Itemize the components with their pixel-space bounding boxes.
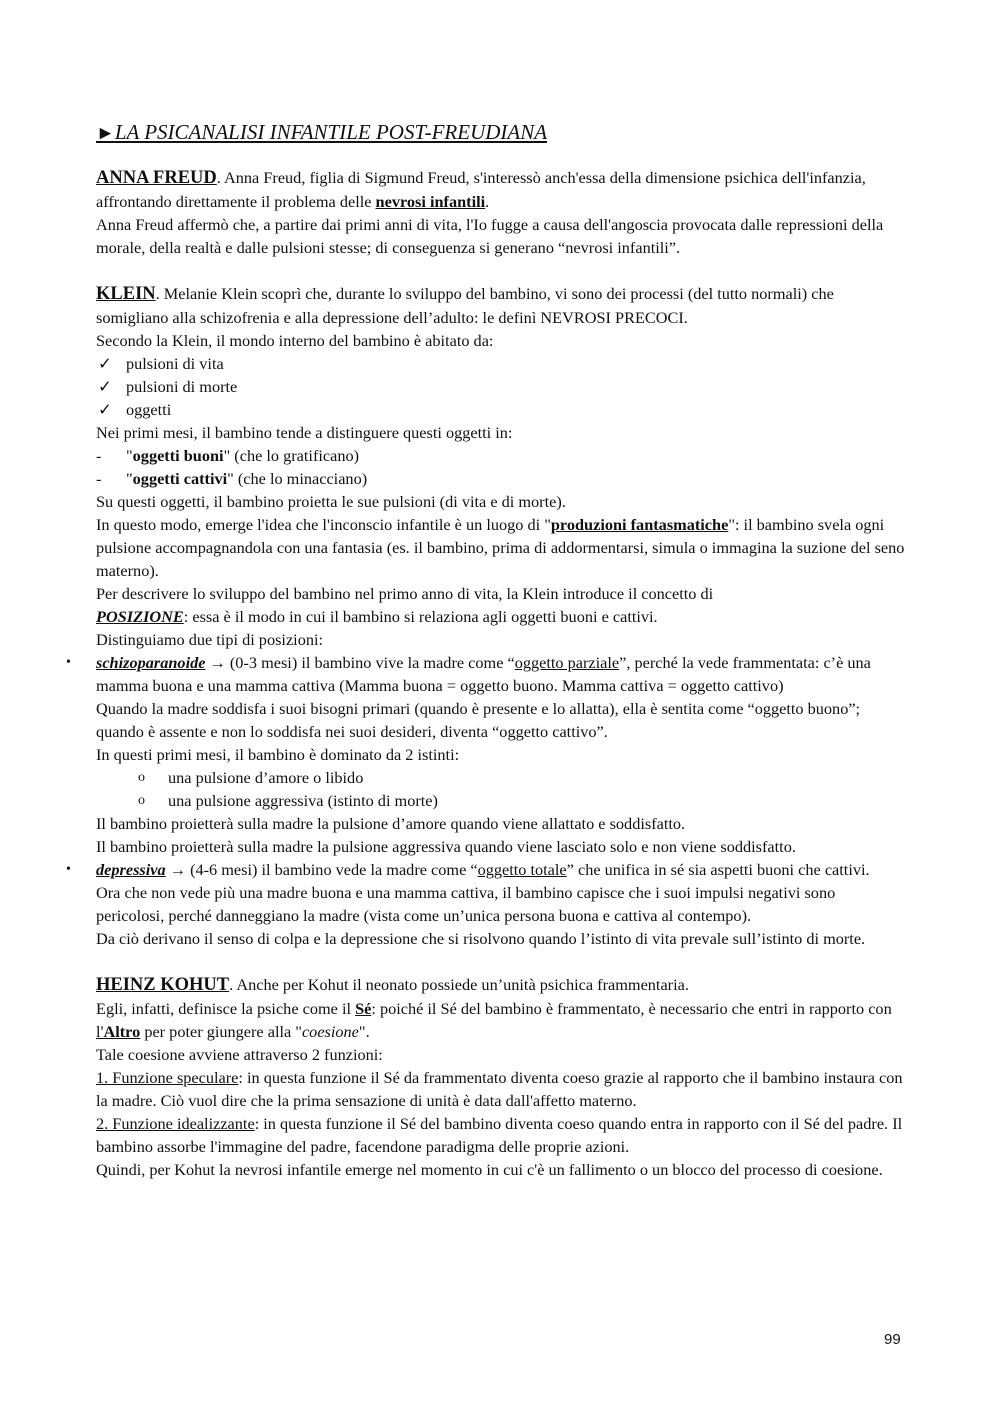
title-text: LA PSICANALISI INFANTILE POST-FREUDIANA <box>114 120 548 144</box>
circle-bullet-icon: o <box>138 770 145 785</box>
list-item: ✓ pulsioni di morte <box>98 377 238 396</box>
check-icon: ✓ <box>98 354 112 373</box>
key-term: produzioni fantasmatiche <box>550 515 729 534</box>
section-anna-freud <box>96 166 906 259</box>
key-term: POSIZIONE <box>96 607 184 626</box>
paragraph: Secondo la Klein, il mondo interno del bambino è abitato da: <box>96 331 494 350</box>
paragraph: KLEIN. Melanie Klein scoprì che, durante lo sviluppo del bambino, vi sono dei processi (del tutto normali) che somigliano alla schizofrenia e alla depressione dell’adulto: le definì NEVROSI PRECOCI. <box>96 284 834 327</box>
list-item: - "oggetti cattivi" (che lo minacciano) <box>96 469 368 488</box>
paragraph: Tale coesione avviene attraverso 2 funzioni: <box>96 1045 383 1064</box>
paragraph: 2. Funzione idealizzante: in questa funzione il Sé del bambino diventa coeso quando entra in rapporto con il Sé del padre. Il bambino assorbe l'immagine del padre, facendone paradigma delle proprie azioni. <box>96 1114 903 1156</box>
paragraph: Quindi, per Kohut la nevrosi infantile emerge nel momento in cui c'è un fallimento o un blocco del processo di coesione. <box>96 1160 883 1179</box>
check-icon: ✓ <box>98 377 112 396</box>
section-heading: KLEIN <box>96 284 156 304</box>
paragraph: 1. Funzione speculare: in questa funzione il Sé da frammentato diventa coeso grazie al rapporto che il bambino instaura con la madre. Ciò vuol dire che la prima sensazione di unità è data dall'affetto materno. <box>96 1068 903 1110</box>
section-heading: ANNA FREUD <box>96 168 217 188</box>
list-item: • schizoparanoide → (0-3 mesi) il bambino vive la madre come “oggetto parziale”, perché la vede frammentata: c’è una mamma buona e una mamma cattiva (Mamma buona = oggetto buono. Mamma cattiva = oggetto cattivo) Quando la madre soddisfa i suoi bisogni primari (quando è presente e lo allatta), ella è sentita come “oggetto buono”; quando è assente e non lo soddisfa nei suoi desideri, diventa “oggetto cattivo”. In questi primi mesi, il bambino è dominato da 2 istinti: o una pulsione d’amore o libido o una pulsione aggressiva (istinto di morte) Il bambino proietterà sulla madre la pulsione d’amore quando viene allattato e soddisfatto. Il bambino proietterà sulla madre la pulsione aggressiva quando viene lasciato solo e non viene soddisfatto. <box>96 651 906 858</box>
dash-icon: - <box>96 469 102 488</box>
paragraph: POSIZIONE: essa è il modo in cui il bambino si relaziona agli oggetti buoni e cattivi. <box>96 607 658 626</box>
list-item: o una pulsione aggressiva (istinto di morte) <box>138 791 438 810</box>
list-item: o una pulsione d’amore o libido <box>138 768 364 787</box>
section-kohut <box>96 973 906 1181</box>
page-title <box>96 118 906 148</box>
key-term: nevrosi infantili <box>375 192 486 211</box>
list-item: - "oggetti buoni" (che lo gratificano) <box>96 446 360 465</box>
paragraph: Nei primi mesi, il bambino tende a distinguere questi oggetti in: <box>96 423 513 442</box>
list-item: ✓ oggetti <box>98 400 172 419</box>
bullet-icon: • <box>66 862 71 877</box>
paragraph: ANNA FREUD. Anna Freud, figlia di Sigmund Freud, s'interessò anch'essa della dimensione psichica dell'infanzia, affrontando direttamente il problema delle nevrosi infantili. <box>96 168 866 211</box>
section-heading: HEINZ KOHUT <box>96 975 230 995</box>
dash-icon: - <box>96 446 102 465</box>
key-term: depressiva <box>96 860 166 879</box>
key-term: schizoparanoide <box>96 653 206 672</box>
bullet-icon: • <box>66 655 71 670</box>
paragraph: Su questi oggetti, il bambino proietta le sue pulsioni (di vita e di morte). <box>96 492 566 511</box>
paragraph: Anna Freud affermò che, a partire dai primi anni di vita, l'Io fugge a causa dell'angoscia provocata dalle repressioni della morale, della realtà e dalle pulsioni stesse; di conseguenza si generano “nevrosi infantili”. <box>96 215 884 257</box>
paragraph: In questo modo, emerge l'idea che l'inconscio infantile è un luogo di "produzioni fantasmatiche": il bambino svela ogni pulsione accompagnandola con una fantasia (es. il bambino, prima di addormentarsi, simula o immagina la suzione del seno materno). <box>96 515 905 580</box>
circle-bullet-icon: o <box>138 793 145 808</box>
paragraph: Distinguiamo due tipi di posizioni: <box>96 630 324 649</box>
paragraph: Egli, infatti, definisce la psiche come il Sé: poiché il Sé del bambino è frammentato, è necessario che entri in rapporto con l'Altro per poter giungere alla "coesione". <box>96 999 892 1041</box>
list-item: ✓ pulsioni di vita <box>98 354 224 373</box>
page-content <box>66 118 906 1181</box>
paragraph: Per descrivere lo sviluppo del bambino nel primo anno di vita, la Klein introduce il concetto di <box>96 584 714 603</box>
paragraph: HEINZ KOHUT. Anche per Kohut il neonato possiede un’unità psichica frammentaria. <box>96 975 689 995</box>
triangle-icon: ► <box>96 123 115 144</box>
check-icon: ✓ <box>98 400 112 419</box>
section-klein <box>66 282 906 950</box>
list-item: • depressiva → (4-6 mesi) il bambino vede la madre come “oggetto totale” che unifica in sé sia aspetti buoni che cattivi. Ora che non vede più una madre buona e una mamma cattiva, il bambino capisce che i suoi impulsi negativi sono pericolosi, perché danneggiano la madre (vista come un’unica persona buona e cattiva al contempo). Da ciò derivano il senso di colpa e la depressione che si risolvono quando l’istinto di vita prevale sull’istinto di morte. <box>66 860 870 948</box>
page-number: 99 <box>884 1331 901 1348</box>
